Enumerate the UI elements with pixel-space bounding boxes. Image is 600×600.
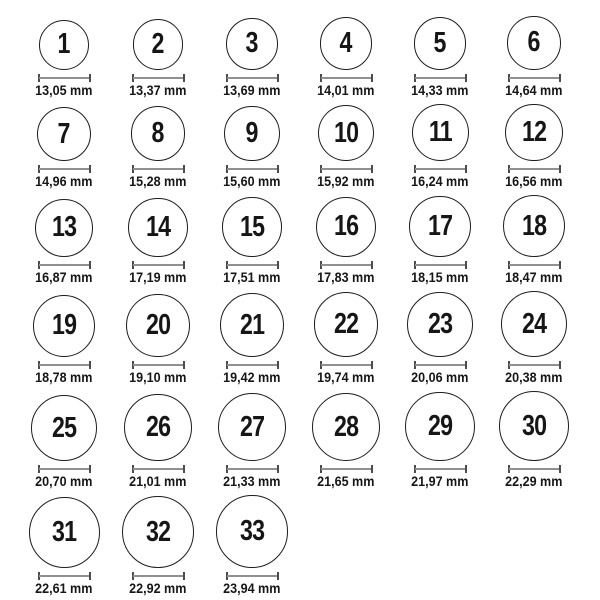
ring-circle [226,18,277,69]
ring-diameter-label: 14,64 mm [505,82,563,98]
measure-line [227,77,278,79]
measure-line [415,77,466,79]
ring-row-1 [17,16,583,98]
ring-size-number: 3 [245,27,259,60]
ring-size-item [17,395,111,490]
ring-size-item [205,495,299,595]
ring-size-number: 11 [428,116,452,149]
diameter-measure-bar [508,465,561,473]
ring-diameter-label: 15,60 mm [223,174,281,190]
ring-size-item [17,20,111,98]
ring-size-item [205,293,299,385]
ring-circle [39,20,89,70]
diameter-measure-bar [508,165,561,173]
ring-size-item [299,197,393,286]
ring-circle [35,199,93,257]
ring-circle [499,391,569,461]
diameter-measure-bar [132,261,185,269]
ring-size-item [205,18,299,97]
ring-circle [124,394,192,462]
ring-size-item [393,17,487,98]
ring-diameter-label: 21,01 mm [129,474,187,490]
diameter-measure-bar [226,74,279,82]
measure-line [415,168,466,170]
diameter-measure-bar [226,572,279,580]
diameter-measure-bar [414,465,467,473]
diameter-measure-bar [320,361,373,369]
measure-line [509,264,560,266]
ring-size-item [17,497,111,596]
measure-line [509,468,560,470]
diameter-measure-bar [132,361,185,369]
ring-diameter-label: 16,87 mm [35,270,93,286]
measure-line [321,468,372,470]
ring-size-number: 8 [151,117,165,150]
measure-line [39,168,90,170]
ring-size-item [17,107,111,189]
ring-size-number: 14 [145,211,171,244]
ring-size-item [393,392,487,490]
ring-size-item [487,195,581,285]
ring-circle [414,17,467,70]
ring-size-number: 26 [145,411,171,444]
ring-circle [407,292,472,357]
measure-line [509,77,560,79]
ring-row-5 [17,391,583,489]
measure-line [415,264,466,266]
diameter-measure-bar [320,165,373,173]
ring-circle [220,293,284,357]
ring-size-item [393,292,487,385]
ring-circle [216,495,288,567]
diameter-measure-bar [38,465,91,473]
ring-diameter-label: 16,24 mm [411,174,469,190]
ring-diameter-label: 19,10 mm [129,370,187,386]
ring-size-number: 29 [427,410,453,443]
diameter-measure-bar [508,261,561,269]
measure-line [415,364,466,366]
ring-circle [218,393,286,461]
ring-size-item [299,105,393,189]
measure-line [39,77,90,79]
ring-circle [37,107,91,161]
ring-size-item [205,197,299,285]
ring-size-number: 23 [427,307,453,340]
diameter-measure-bar [226,465,279,473]
measure-line [133,468,184,470]
ring-size-number: 7 [57,117,71,150]
ring-diameter-label: 14,33 mm [411,82,469,98]
ring-size-number: 33 [239,515,265,548]
ring-diameter-label: 15,92 mm [317,174,375,190]
ring-size-item [111,198,205,285]
diameter-measure-bar [414,74,467,82]
ring-circle [409,196,470,257]
ring-size-item [205,393,299,489]
ring-size-number: 21 [239,308,265,341]
ring-size-number: 15 [239,210,265,243]
ring-diameter-label: 21,97 mm [411,474,469,490]
diameter-measure-bar [38,74,91,82]
ring-size-number: 31 [51,515,77,548]
measure-line [133,264,184,266]
ring-circle [507,16,561,70]
diameter-measure-bar [414,361,467,369]
ring-size-item [299,292,393,385]
ring-size-item [111,106,205,189]
measure-line [227,575,278,577]
ring-size-item [487,291,581,385]
diameter-measure-bar [320,261,373,269]
diameter-measure-bar [132,165,185,173]
ring-diameter-label: 19,42 mm [223,370,281,386]
ring-circle [405,392,475,462]
ring-diameter-label: 19,74 mm [317,370,375,386]
ring-size-item [205,106,299,190]
ring-diameter-label: 22,61 mm [35,580,93,596]
measure-line [227,264,278,266]
ring-size-item [111,19,205,98]
diameter-measure-bar [38,165,91,173]
ring-size-number: 17 [427,209,453,242]
measure-line [415,468,466,470]
ring-size-item [487,391,581,489]
ring-circle [412,104,469,161]
measure-line [39,364,90,366]
ring-size-number: 5 [433,26,447,59]
diameter-measure-bar [132,465,185,473]
measure-line [227,168,278,170]
ring-circle [224,106,280,162]
ring-size-item [299,393,393,490]
ring-diameter-label: 23,94 mm [223,580,281,596]
ring-diameter-label: 21,65 mm [317,474,375,490]
ring-size-item [393,196,487,285]
diameter-measure-bar [414,165,467,173]
ring-diameter-label: 13,37 mm [129,82,187,98]
ring-size-item [487,104,581,190]
ring-size-item [111,394,205,490]
ring-size-item [17,199,111,285]
ring-diameter-label: 20,70 mm [35,474,93,490]
ring-circle [312,393,381,462]
measure-line [509,364,560,366]
diameter-measure-bar [320,465,373,473]
measure-line [133,575,184,577]
ring-circle [131,106,186,161]
ring-circle [29,497,100,568]
ring-circle [314,292,379,357]
ring-size-item [299,17,393,97]
diameter-measure-bar [226,165,279,173]
ring-size-number: 16 [333,210,359,243]
measure-line [39,468,90,470]
ring-circle [128,198,187,257]
ring-size-item [111,496,205,596]
ring-diameter-label: 22,29 mm [505,474,563,490]
measure-line [321,77,372,79]
diameter-measure-bar [38,572,91,580]
ring-size-number: 30 [521,409,547,442]
ring-circle [318,105,374,161]
diameter-measure-bar [132,572,185,580]
ring-size-number: 20 [145,309,171,342]
ring-circle [122,496,194,568]
ring-row-2 [17,104,583,190]
ring-size-number: 9 [245,116,259,149]
ring-diameter-label: 14,96 mm [35,174,93,190]
diameter-measure-bar [38,361,91,369]
measure-line [133,364,184,366]
diameter-measure-bar [132,74,185,82]
ring-circle [126,294,189,357]
measure-line [227,468,278,470]
measure-line [39,264,90,266]
ring-diameter-label: 14,01 mm [317,82,375,98]
ring-circle [316,197,377,258]
ring-row-4 [17,291,583,385]
ring-circle [222,197,282,257]
ring-size-number: 2 [151,27,165,60]
measure-line [39,575,90,577]
diameter-measure-bar [226,261,279,269]
measure-line [509,168,560,170]
diameter-measure-bar [38,261,91,269]
ring-diameter-label: 13,69 mm [223,82,281,98]
ring-diameter-label: 18,47 mm [505,270,563,286]
ring-diameter-label: 13,05 mm [35,82,93,98]
measure-line [321,264,372,266]
ring-diameter-label: 21,33 mm [223,474,281,490]
ring-size-item [487,16,581,98]
ring-size-item [393,104,487,189]
measure-line [133,168,184,170]
ring-circle [31,395,98,462]
ring-size-number: 32 [145,515,171,548]
ring-size-number: 24 [521,307,547,340]
diameter-measure-bar [320,74,373,82]
measure-line [133,77,184,79]
ring-diameter-label: 18,15 mm [411,270,469,286]
ring-size-number: 18 [521,209,547,242]
ring-circle [320,17,372,69]
diameter-measure-bar [226,361,279,369]
ring-diameter-label: 17,51 mm [223,270,281,286]
ring-diameter-label: 20,06 mm [411,370,469,386]
ring-size-number: 27 [239,410,265,443]
measure-line [227,364,278,366]
ring-size-number: 13 [51,211,77,244]
ring-circle [33,295,96,358]
diameter-measure-bar [508,74,561,82]
ring-size-number: 1 [57,28,71,60]
ring-size-number: 25 [51,411,77,444]
ring-diameter-label: 17,19 mm [129,270,187,286]
ring-row-3 [17,195,583,285]
ring-diameter-label: 20,38 mm [505,370,563,386]
ring-size-number: 12 [521,115,547,148]
ring-diameter-label: 18,78 mm [35,370,93,386]
ring-circle [503,195,565,257]
ring-size-number: 22 [333,308,359,341]
ring-diameter-label: 17,83 mm [317,270,375,286]
ring-size-number: 28 [333,410,359,443]
ring-diameter-label: 16,56 mm [505,174,563,190]
ring-size-number: 10 [333,116,359,149]
ring-circle [133,19,184,70]
ring-row-6 [17,495,583,595]
ring-circle [505,104,563,162]
ring-size-number: 19 [51,309,77,342]
diameter-measure-bar [508,361,561,369]
diameter-measure-bar [414,261,467,269]
measure-line [321,364,372,366]
ring-diameter-label: 15,28 mm [129,174,187,190]
ring-size-number: 4 [339,26,353,59]
ring-size-item [17,295,111,386]
ring-diameter-label: 22,92 mm [129,580,187,596]
ring-size-item [111,294,205,385]
ring-size-number: 6 [527,26,541,59]
measure-line [321,168,372,170]
ring-circle [501,291,567,357]
